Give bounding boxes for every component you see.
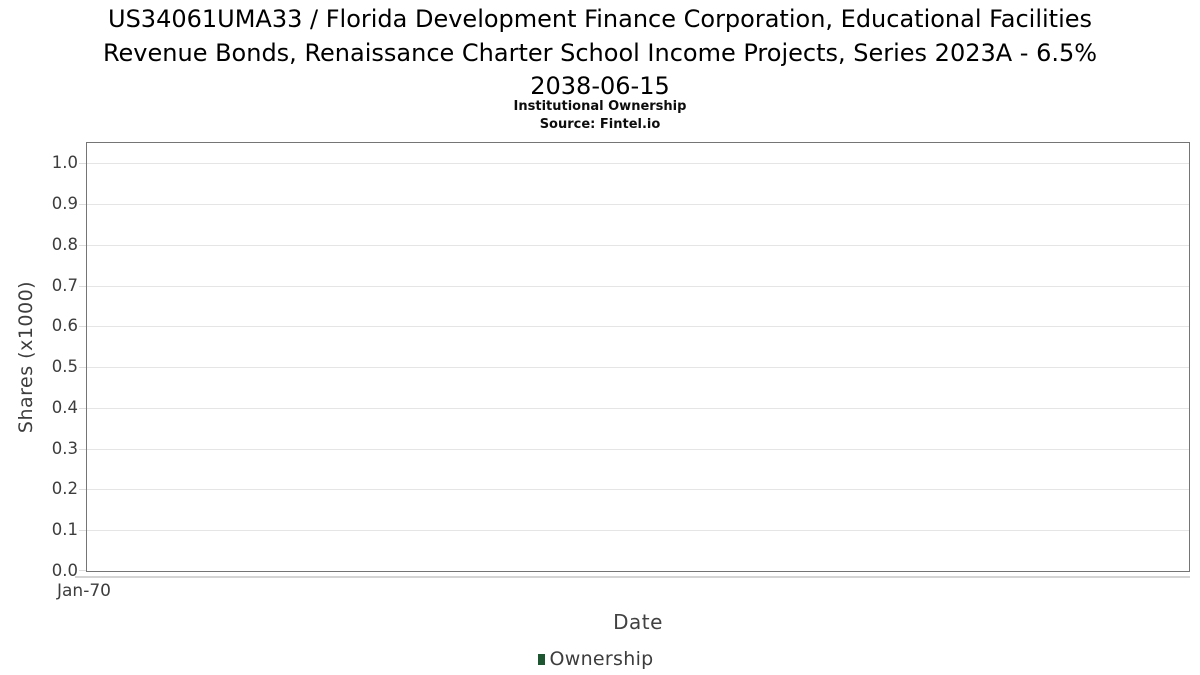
y-tick-label: 1.0 [51, 153, 78, 172]
gridline [87, 286, 1189, 287]
gridline [87, 326, 1189, 327]
source-line: Source: Fintel.io [539, 117, 661, 132]
legend [0, 648, 1196, 670]
y-tick-mark [79, 489, 86, 490]
chart-title-line-2: Revenue Bonds, Renaissance Charter School Income Projects, Series 2023A - 6.5% [102, 38, 1098, 67]
legend-series-marker-icon [538, 654, 545, 665]
gridline [87, 245, 1189, 246]
gridline [87, 489, 1189, 490]
legend-series-label: Ownership [549, 648, 654, 670]
gridline [87, 449, 1189, 450]
y-tick-label: 0.7 [51, 276, 78, 295]
gridline [87, 204, 1189, 205]
gridline [87, 408, 1189, 409]
y-tick-mark [79, 163, 86, 164]
y-tick-mark [79, 286, 86, 287]
y-axis-title: Shares (x1000) [15, 280, 37, 434]
y-tick-label: 0.8 [51, 235, 78, 254]
y-tick-label: 0.2 [51, 479, 78, 498]
gridline [87, 530, 1189, 531]
y-tick-mark [79, 570, 86, 571]
y-tick-label: 0.4 [51, 398, 78, 417]
x-tick-label: Jan-70 [57, 581, 111, 601]
x-axis-baseline [75, 576, 1190, 578]
chart-subtitle [0, 98, 1200, 134]
y-tick-label: 0.9 [51, 194, 78, 213]
chart-title-line-3: 2038-06-15 [530, 72, 670, 100]
y-tick-mark [79, 245, 86, 246]
y-tick-mark [79, 204, 86, 205]
y-tick-mark [79, 326, 86, 327]
y-tick-mark [79, 367, 86, 368]
plot-area [86, 142, 1190, 572]
x-axis-title: Date [613, 610, 663, 634]
chart-title [0, 3, 1200, 104]
y-tick-label: 0.3 [51, 439, 78, 458]
gridline [87, 367, 1189, 368]
y-tick-mark [79, 408, 86, 409]
y-tick-label: 0.5 [51, 357, 78, 376]
y-tick-label: 0.1 [51, 520, 78, 539]
y-tick-mark [79, 530, 86, 531]
subtitle-line: Institutional Ownership [513, 99, 687, 114]
y-tick-label: 0.6 [51, 316, 78, 335]
y-tick-mark [79, 449, 86, 450]
y-tick-label: 0.0 [51, 561, 78, 580]
gridline [87, 163, 1189, 164]
chart-title-line-1: US34061UMA33 / Florida Development Finance Corporation, Educational Facilities [108, 5, 1092, 33]
